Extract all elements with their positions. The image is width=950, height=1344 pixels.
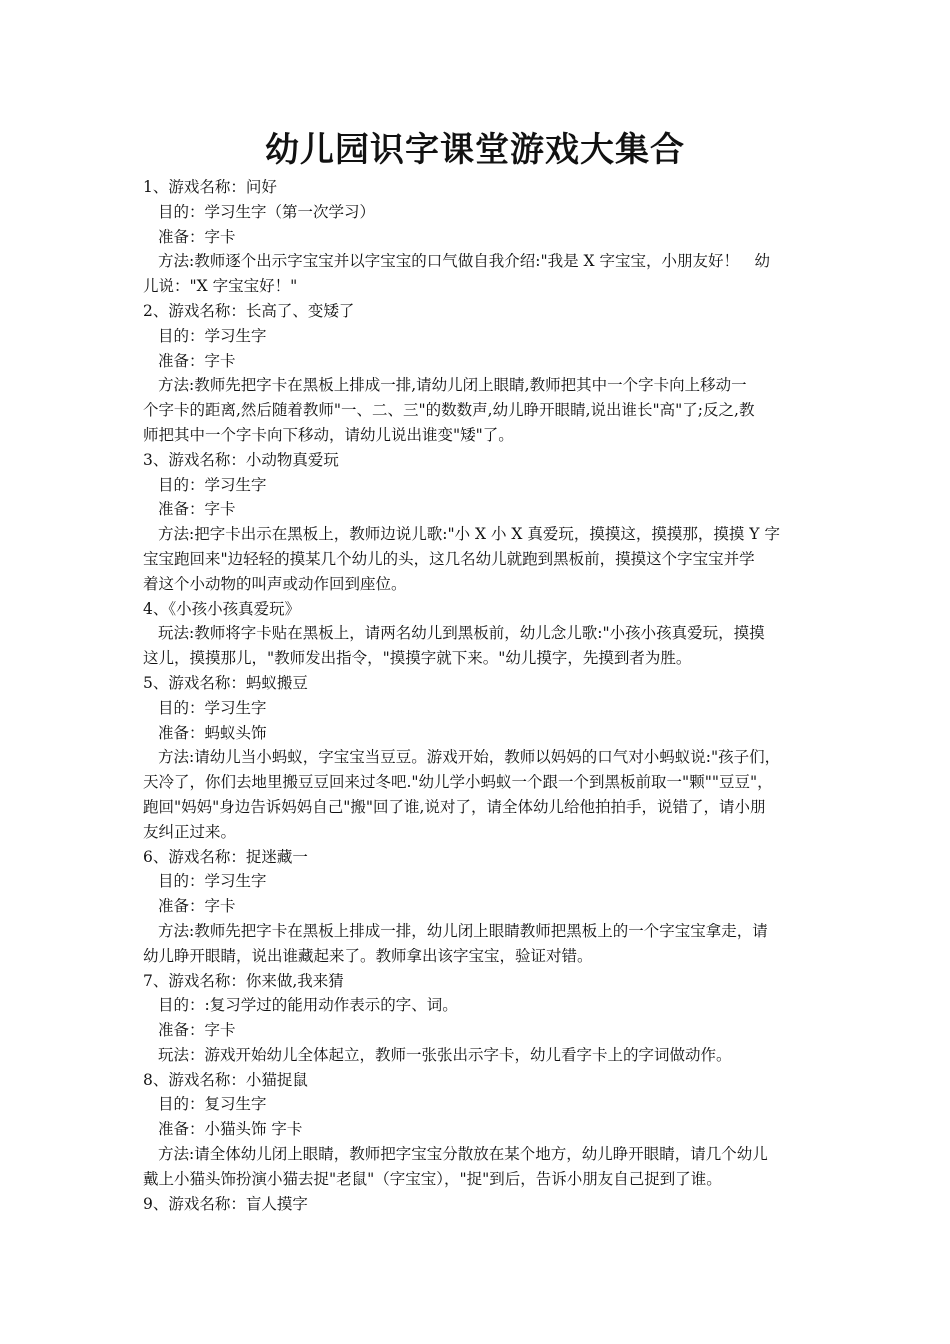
- game-method-line: 方法:教师先把字卡在黑板上排成一排,请幼儿闭上眼睛,教师把其中一个字卡向上移动一: [158, 376, 747, 395]
- game-purpose: 目的：复习生字: [158, 1095, 267, 1114]
- game-method-line: 师把其中一个字卡向下移动，请幼儿说出谁变"矮"了。: [143, 425, 514, 444]
- game-heading: 2、游戏名称：长高了、变矮了: [143, 301, 355, 320]
- game-method-line: 这儿，摸摸那儿，"教师发出指令，"摸摸字就下来。"幼儿摸字，先摸到者为胜。: [143, 649, 692, 668]
- game-section: [143, 299, 811, 448]
- game-preparation: 准备：蚂蚁头饰: [158, 723, 267, 742]
- game-purpose: 目的：学习生字: [158, 698, 267, 717]
- game-heading: 5、游戏名称：蚂蚁搬豆: [143, 673, 308, 692]
- game-method-line: 儿说："X 字宝宝好！": [143, 277, 298, 296]
- document-body: [143, 175, 811, 1216]
- page-title: 幼儿园识字课堂游戏大集合: [265, 130, 685, 170]
- game-method-line: 着这个小动物的叫声或动作回到座位。: [143, 574, 407, 593]
- game-purpose: 目的：学习生字（第一次学习）: [158, 202, 376, 221]
- game-preparation: 准备：字卡: [158, 351, 236, 370]
- game-preparation: 准备：字卡: [158, 227, 236, 246]
- game-method-line: 方法:教师先把字卡在黑板上排成一排，幼儿闭上眼睛教师把黑板上的一个字宝宝拿走，请: [158, 921, 768, 940]
- game-method-line: 幼儿睁开眼睛，说出谁藏起来了。教师拿出该字宝宝，验证对错。: [143, 946, 593, 965]
- game-method-line: 友纠正过来。: [143, 822, 237, 841]
- game-section: [143, 969, 811, 1068]
- game-method-line: 方法:教师逐个出示字宝宝并以字宝宝的口气做自我介绍:"我是 X 字宝宝，小朋友好！ 幼: [158, 252, 770, 271]
- game-section: [143, 175, 811, 299]
- game-purpose: 目的：学习生字: [158, 326, 267, 345]
- game-method-line: 方法:请幼儿当小蚂蚁，字宝宝当豆豆。游戏开始，教师以妈妈的口气对小蚂蚁说:"孩子们，: [158, 748, 781, 767]
- game-method-line: 方法:把字卡出示在黑板上，教师边说儿歌:"小 X 小 X 真爱玩，摸摸这，摸摸那，摸摸 Y 字: [158, 525, 780, 544]
- game-heading: 6、游戏名称：捉迷藏一: [143, 847, 308, 866]
- game-method-line: 玩法：游戏开始幼儿全体起立，教师一张张出示字卡，幼儿看字卡上的字词做动作。: [158, 1045, 732, 1064]
- game-section: [143, 597, 811, 671]
- game-heading: 8、游戏名称：小猫捉鼠: [143, 1070, 308, 1089]
- game-preparation: 准备：字卡: [158, 897, 236, 916]
- game-section: [143, 671, 811, 845]
- game-heading: 7、游戏名称：你来做,我来猜: [143, 971, 344, 990]
- game-preparation: 准备：小猫头饰 字卡: [158, 1120, 303, 1139]
- game-method-line: 宝宝跑回来"边轻轻的摸某几个幼儿的头，这几名幼儿就跑到黑板前，摸摸这个字宝宝并学: [143, 549, 755, 568]
- game-preparation: 准备：字卡: [158, 500, 236, 519]
- game-heading: 1、游戏名称：问好: [143, 178, 277, 196]
- game-section: [143, 845, 811, 969]
- game-method-line: 天冷了，你们去地里搬豆豆回来过冬吧."幼儿学小蚂蚁一个跟一个到黑板前取一"颗""豆豆"，: [143, 773, 773, 792]
- game-method-line: 个字卡的距离,然后随着教师"一、二、三"的数数声,幼儿睁开眼睛,说出谁长"高"了;反之,教: [143, 401, 755, 420]
- game-purpose: 目的：学习生字: [158, 475, 267, 494]
- game-method-line: 跑回"妈妈"身边告诉妈妈自己"搬"回了谁,说对了，请全体幼儿给他拍拍手，说错了，请小朋: [143, 797, 766, 816]
- game-purpose: 目的：学习生字: [158, 872, 267, 891]
- game-heading: 4、《小孩小孩真爱玩》: [143, 599, 301, 618]
- game-purpose: 目的：:复习学过的能用动作表示的字、词。: [158, 996, 458, 1015]
- game-method-line: 戴上小猫头饰扮演小猫去捉"老鼠"（字宝宝），"捉"到后，告诉小朋友自己捉到了谁。: [143, 1169, 722, 1188]
- game-heading: 9、游戏名称：盲人摸字: [143, 1194, 308, 1213]
- game-section: [143, 1192, 811, 1217]
- game-preparation: 准备：字卡: [158, 1021, 236, 1040]
- game-heading: 3、游戏名称：小动物真爱玩: [143, 450, 339, 469]
- game-section: [143, 1068, 811, 1192]
- game-method-line: 玩法:教师将字卡贴在黑板上，请两名幼儿到黑板前，幼儿念儿歌:"小孩小孩真爱玩，摸摸: [158, 624, 765, 643]
- game-section: [143, 448, 811, 597]
- game-method-line: 方法:请全体幼儿闭上眼睛，教师把字宝宝分散放在某个地方，幼儿睁开眼睛，请几个幼儿: [158, 1145, 768, 1164]
